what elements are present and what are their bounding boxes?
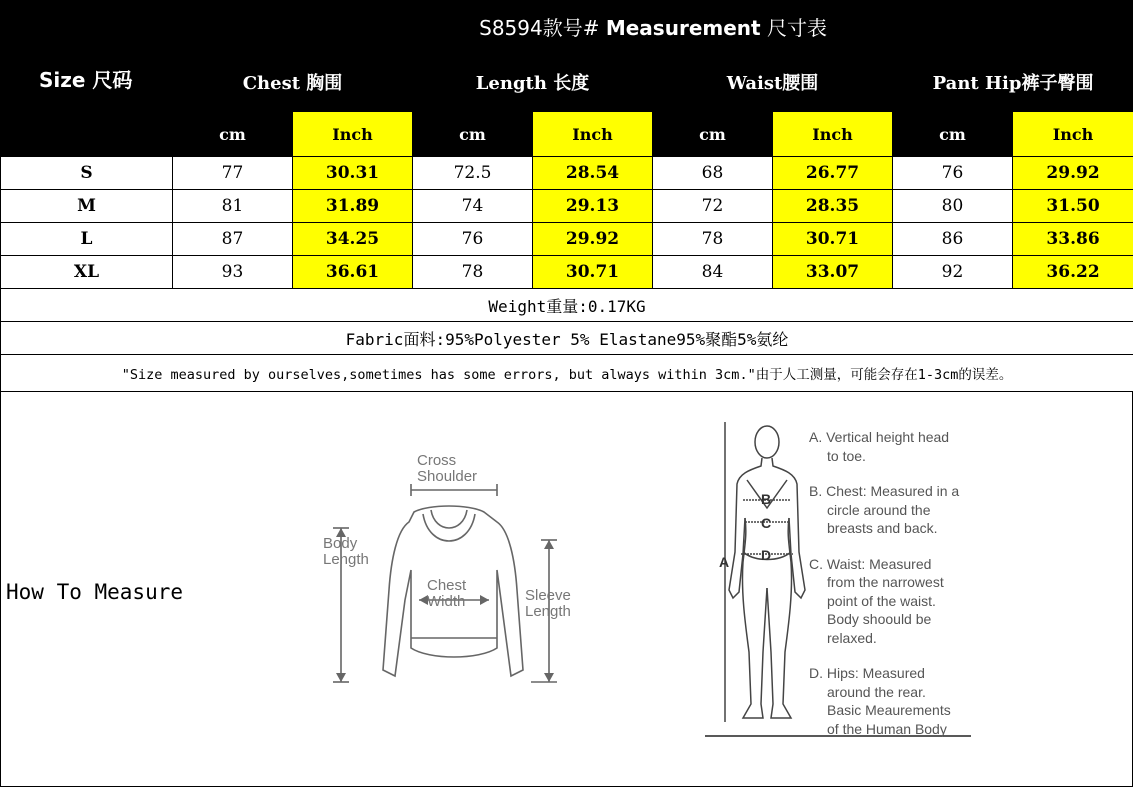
legend-line: circle around the bbox=[827, 501, 931, 518]
chest-width-label: Width bbox=[427, 593, 466, 610]
cell-inch: 31.50 bbox=[1013, 190, 1133, 223]
sleeve-length-label: Length bbox=[525, 603, 571, 620]
cell-cm: 72 bbox=[653, 190, 773, 223]
cell-inch: 31.89 bbox=[293, 190, 413, 223]
size-label: XL bbox=[1, 256, 173, 289]
body-length-label: Body bbox=[323, 535, 358, 552]
fabric-row: Fabric面料:95%Polyester 5% Elastane95%聚酯5%氨纶 bbox=[1, 322, 1133, 355]
cross-shoulder-label: Cross bbox=[417, 452, 457, 469]
cell-inch: 36.61 bbox=[293, 256, 413, 289]
cell-inch: 30.71 bbox=[533, 256, 653, 289]
measurement-legend bbox=[809, 428, 959, 755]
cell-cm: 86 bbox=[893, 223, 1013, 256]
title-measurement: Measurement bbox=[605, 16, 761, 40]
marker-c: C bbox=[761, 515, 772, 531]
cell-inch: 36.22 bbox=[1013, 256, 1133, 289]
legend-line: to toe. bbox=[827, 447, 866, 464]
unit-inch: Inch bbox=[1013, 112, 1133, 157]
cell-inch: 28.54 bbox=[533, 157, 653, 190]
legend-line: C. Waist: Measured bbox=[809, 555, 932, 572]
unit-inch: Inch bbox=[773, 112, 893, 157]
legend-item-c bbox=[809, 555, 959, 648]
unit-cm: cm bbox=[893, 112, 1013, 157]
legend-line: breasts and back. bbox=[827, 520, 938, 536]
cell-cm: 78 bbox=[413, 256, 533, 289]
cell-cm: 92 bbox=[893, 256, 1013, 289]
legend-line: Basic Meaurements bbox=[827, 702, 951, 718]
unit-inch: Inch bbox=[293, 112, 413, 157]
cell-inch: 29.92 bbox=[533, 223, 653, 256]
size-label: M bbox=[1, 190, 173, 223]
unit-inch: Inch bbox=[533, 112, 653, 157]
cross-shoulder-label: Shoulder bbox=[417, 468, 478, 485]
legend-item-d bbox=[809, 664, 959, 738]
cell-cm: 78 bbox=[653, 223, 773, 256]
weight-row: Weight重量:0.17KG bbox=[1, 289, 1133, 322]
group-length: Length 长度 bbox=[413, 53, 653, 112]
size-label: S bbox=[1, 157, 173, 190]
cell-cm: 72.5 bbox=[413, 157, 533, 190]
sleeve-length-label: Sleeve bbox=[525, 587, 571, 604]
how-to-measure-section bbox=[0, 392, 1133, 787]
sweater-diagram bbox=[319, 450, 589, 690]
legend-line: D. Hips: Measured bbox=[809, 665, 925, 681]
table-row bbox=[1, 157, 1133, 190]
chest-width-label: Chest bbox=[427, 577, 467, 594]
note-row: "Size measured by ourselves,sometimes has some errors, but always within 3cm."由于人工测量，可能会存在1-3cm的误差。 bbox=[1, 355, 1133, 392]
marker-a: A bbox=[719, 554, 730, 570]
table-row bbox=[1, 223, 1133, 256]
legend-item-a bbox=[809, 428, 959, 465]
marker-d: D bbox=[761, 547, 772, 563]
cell-inch: 29.92 bbox=[1013, 157, 1133, 190]
cell-inch: 30.31 bbox=[293, 157, 413, 190]
cell-cm: 74 bbox=[413, 190, 533, 223]
cell-inch: 30.71 bbox=[773, 223, 893, 256]
cell-cm: 84 bbox=[653, 256, 773, 289]
legend-line: around the rear. bbox=[827, 683, 926, 700]
group-pant-hip: Pant Hip裤子臀围 bbox=[893, 53, 1133, 112]
cell-inch: 26.77 bbox=[773, 157, 893, 190]
legend-line: point of the waist. bbox=[827, 592, 936, 609]
title-cn: 尺寸表 bbox=[766, 16, 827, 40]
cell-inch: 34.25 bbox=[293, 223, 413, 256]
cell-cm: 80 bbox=[893, 190, 1013, 223]
size-header: Size 尺码 bbox=[1, 1, 173, 157]
marker-b: B bbox=[761, 491, 772, 507]
cell-inch: 28.35 bbox=[773, 190, 893, 223]
legend-item-b bbox=[809, 482, 959, 538]
cell-cm: 81 bbox=[173, 190, 293, 223]
unit-cm: cm bbox=[173, 112, 293, 157]
cell-cm: 77 bbox=[173, 157, 293, 190]
legend-line: Body shoould be bbox=[827, 611, 932, 627]
cell-inch: 33.07 bbox=[773, 256, 893, 289]
cell-inch: 33.86 bbox=[1013, 223, 1133, 256]
cell-inch: 29.13 bbox=[533, 190, 653, 223]
cell-cm: 87 bbox=[173, 223, 293, 256]
legend-line: of the Human Body bbox=[827, 720, 947, 737]
legend-line: from the narrowest bbox=[827, 574, 944, 590]
unit-cm: cm bbox=[653, 112, 773, 157]
cell-cm: 93 bbox=[173, 256, 293, 289]
how-to-measure-label: How To Measure bbox=[6, 580, 184, 604]
size-table bbox=[0, 0, 1133, 392]
cell-cm: 68 bbox=[653, 157, 773, 190]
table-row bbox=[1, 190, 1133, 223]
body-length-label: Length bbox=[323, 551, 369, 568]
legend-line: A. Vertical height head bbox=[809, 429, 950, 445]
unit-cm: cm bbox=[413, 112, 533, 157]
legend-line: B. Chest: Measured in a bbox=[809, 483, 960, 499]
legend-line: relaxed. bbox=[827, 629, 877, 646]
cell-cm: 76 bbox=[893, 157, 1013, 190]
group-waist: Waist腰围 bbox=[653, 53, 893, 112]
size-label: L bbox=[1, 223, 173, 256]
cell-cm: 76 bbox=[413, 223, 533, 256]
title-code: S8594款号# bbox=[479, 16, 600, 40]
group-chest: Chest 胸围 bbox=[173, 53, 413, 112]
table-row bbox=[1, 256, 1133, 289]
chart-title bbox=[173, 1, 1133, 53]
